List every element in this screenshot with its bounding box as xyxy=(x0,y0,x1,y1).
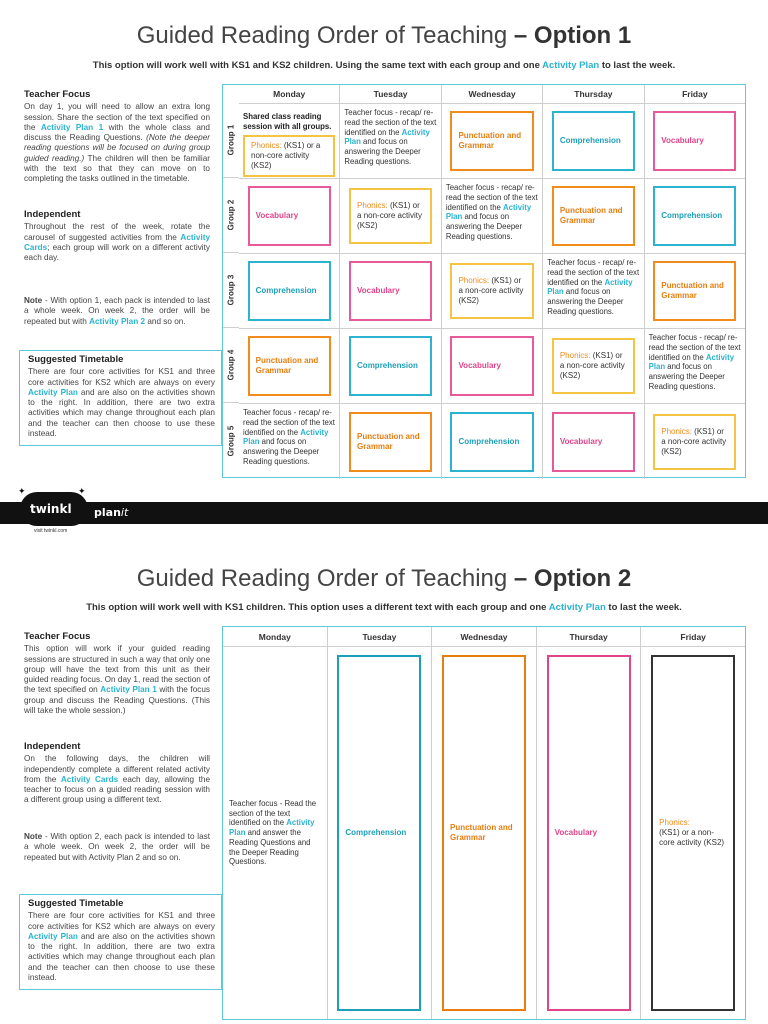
note-label: Note xyxy=(24,832,43,841)
cell-monday xyxy=(239,329,340,403)
cell-thursday xyxy=(543,254,644,328)
cell-wednesday xyxy=(442,404,543,479)
group-2-label: Group 2 xyxy=(226,199,236,231)
activity-plan-link[interactable]: Activity Plan xyxy=(28,931,78,941)
phonics-box xyxy=(243,135,335,177)
phonics-label: Phonics: xyxy=(659,818,690,827)
phonics-label: Phonics: xyxy=(559,351,591,360)
text: and focus on answering the Deeper Reading questions. xyxy=(243,437,320,466)
cell-thursday xyxy=(543,104,644,178)
cell-tuesday xyxy=(340,104,441,178)
vocabulary-box: Vocabulary xyxy=(653,111,736,171)
activity-plan-link[interactable]: Activity Plan xyxy=(28,387,78,397)
cell-thursday xyxy=(543,179,644,253)
activity-plan-link[interactable]: Activity Plan xyxy=(445,202,532,222)
option2-subtitle xyxy=(0,602,768,613)
teacher-recap xyxy=(344,108,436,167)
star-icon: ✦ xyxy=(18,486,26,496)
phonics-box xyxy=(653,414,736,470)
timetable-heading: Suggested Timetable xyxy=(28,898,124,909)
cell-monday xyxy=(239,254,340,328)
cell-monday xyxy=(239,404,340,479)
title-dash: – xyxy=(507,565,534,592)
phonics-text: (KS1) or a non-core activity (KS2) xyxy=(357,201,422,230)
day-header-row xyxy=(223,627,745,647)
option1-title xyxy=(0,22,768,50)
activity-plan-link[interactable]: Activity Plan xyxy=(648,352,735,372)
phonics-text: (KS1) or a non-core activity (KS2) xyxy=(559,351,625,380)
text: Teacher focus - recap/ re-read the section of the text identified on the xyxy=(243,408,335,437)
cell-tuesday xyxy=(340,254,441,328)
col-wednesday xyxy=(432,647,537,1019)
cell-wednesday xyxy=(442,104,543,178)
phonics-label: Phonics: xyxy=(661,426,692,436)
activity-plan-link[interactable]: Activity Plan xyxy=(547,277,633,297)
title-option: Option 2 xyxy=(533,565,632,592)
cell-friday xyxy=(645,404,745,479)
activity-plan-link[interactable]: Activity Plan xyxy=(243,427,329,447)
group-5-label: Group 5 xyxy=(226,425,236,456)
punctuation-box: Punctuation and Grammar xyxy=(552,186,635,246)
day-friday: Friday xyxy=(680,632,706,642)
teacher-recap xyxy=(547,258,639,317)
punctuation-box: Punctuation and Grammar xyxy=(653,261,736,321)
phonics-text: (KS1) or a non-core activity (KS2) xyxy=(458,276,524,305)
group-label xyxy=(223,178,239,253)
day-wednesday: Wednesday xyxy=(442,85,543,103)
twinkl-logo[interactable] xyxy=(18,486,90,534)
group-label xyxy=(223,253,239,328)
day-thursday: Thursday xyxy=(537,627,642,646)
cell-tuesday xyxy=(340,179,441,253)
title-main: Guided Reading Order of Teaching xyxy=(136,22,508,49)
vocabulary-box: Vocabulary xyxy=(547,655,631,1011)
group-label xyxy=(223,328,239,403)
text: Teacher focus - recap/ re-read the section of the text identified on the xyxy=(445,183,538,212)
teacher-recap xyxy=(446,183,538,242)
text: with the whole class and discuss the Reading Questions. xyxy=(24,122,210,143)
text: and focus on answering the Deeper Reading questions. xyxy=(344,137,421,166)
option1-teacher-focus xyxy=(24,90,210,185)
vocabulary-box: Vocabulary xyxy=(248,186,331,246)
day-tuesday: Tuesday xyxy=(328,627,433,646)
group-labels xyxy=(223,103,239,477)
day-monday: Monday xyxy=(239,85,340,103)
day-monday: Monday xyxy=(223,627,328,646)
text: and so on. xyxy=(145,316,186,326)
activity-cards-link[interactable]: Activity Cards xyxy=(60,774,119,784)
option2-independent xyxy=(24,742,210,806)
teacher-focus-heading: Teacher Focus xyxy=(24,631,91,642)
teacher-focus-text xyxy=(24,102,210,184)
group-1-row xyxy=(239,104,745,179)
activity-plan-link[interactable]: Activity Plan xyxy=(542,60,600,71)
cell-friday xyxy=(645,329,745,403)
cell-thursday xyxy=(543,404,644,479)
text: Throughout the rest of the week, rotate the carousel of suggested activities from the xyxy=(24,222,210,242)
group-label xyxy=(223,103,239,178)
punctuation-box: Punctuation and Grammar xyxy=(442,655,526,1011)
col-tuesday xyxy=(328,647,433,1019)
comprehension-box: Comprehension xyxy=(337,655,421,1011)
subtitle-text: This option will work well with KS1 children. This option uses a different text with each group and one xyxy=(86,602,549,613)
phonics-text: (KS1) or a non-core activity (KS2) xyxy=(661,426,727,456)
col-thursday xyxy=(537,647,642,1019)
cell-friday xyxy=(645,254,745,328)
text: Teacher focus - recap/ re-read the section of the text identified on the xyxy=(344,108,437,137)
subtitle-text: This option will work well with KS1 and KS2 children. Using the same text with each group and one xyxy=(92,60,543,71)
day-thursday: Thursday xyxy=(543,85,644,103)
comprehension-box: Comprehension xyxy=(653,186,736,246)
phonics-box xyxy=(349,188,432,244)
comprehension-box: Comprehension xyxy=(248,261,331,321)
phonics-text: (KS1) or a non-core activity (KS2) xyxy=(251,141,321,170)
option1-suggested-timetable xyxy=(19,350,222,446)
punctuation-box: Punctuation and Grammar xyxy=(450,111,533,171)
title-option: Option 1 xyxy=(533,22,632,49)
group-2-row xyxy=(239,179,745,254)
group-5-row xyxy=(239,404,745,479)
text: Teacher focus - recap/ re-read the section of the text identified on the xyxy=(547,258,640,287)
shared-session: Shared class reading session with all groups. xyxy=(243,112,332,131)
text: The children will then be familiar with the text so that they can move on to completing the tasks outlined in the timetable. xyxy=(24,153,210,184)
star-icon: ✦ xyxy=(78,486,86,496)
subtitle-text-end: to last the week. xyxy=(599,60,676,71)
day-wednesday: Wednesday xyxy=(432,627,537,646)
cell-friday xyxy=(645,179,745,253)
independent-heading: Independent xyxy=(24,209,81,220)
text: and focus on answering the Deeper Reading questions. xyxy=(648,362,725,391)
text: and answer the Reading Questions and the Deeper Reading Questions. xyxy=(229,828,311,867)
vocabulary-box: Vocabulary xyxy=(450,336,533,396)
independent-heading: Independent xyxy=(24,741,81,752)
cell-tuesday xyxy=(340,404,441,479)
option2-timetable-grid xyxy=(222,626,746,1020)
timetable-body xyxy=(223,647,745,1019)
option1-note xyxy=(24,296,210,327)
option1-timetable-grid xyxy=(222,84,746,478)
comprehension-box: Comprehension xyxy=(450,412,533,472)
note-italic: (Note the deeper reading questions will be focused on during group guided reading.) xyxy=(24,133,210,163)
note-label: Note xyxy=(24,296,43,305)
logo-text: twinkl xyxy=(30,502,72,516)
subtitle-text-end: to last the week. xyxy=(605,602,682,613)
teacher-recap xyxy=(243,408,335,467)
teacher-recap xyxy=(649,333,741,392)
vocabulary-box: Vocabulary xyxy=(552,412,635,472)
activity-plan-1-link[interactable]: Activity Plan 1 xyxy=(40,122,104,132)
phonics-label: Phonics: xyxy=(251,141,282,150)
option2-suggested-timetable xyxy=(19,894,222,990)
text: and focus on answering the Deeper Reading questions. xyxy=(547,287,624,316)
phonics-label: Phonics: xyxy=(357,201,388,210)
cell-thursday xyxy=(543,329,644,403)
text: - With option 2, each pack is intended to last a whole week. On week 2, the order will be repeated but with Activity Plan 2 and so on. xyxy=(24,832,210,862)
text: There are four core activities for KS1 and three core activities for KS2 which are always on every xyxy=(28,911,215,931)
cell-wednesday xyxy=(442,329,543,403)
independent-text xyxy=(24,222,210,263)
phonics-box xyxy=(651,655,735,1011)
comprehension-box: Comprehension xyxy=(552,111,635,171)
cell-monday xyxy=(239,104,340,178)
cell-tuesday xyxy=(340,329,441,403)
text: On day 1, you will need to allow an extra long session. Share the section of the text specified on the xyxy=(24,102,210,132)
group-1-label: Group 1 xyxy=(226,124,236,156)
col-friday xyxy=(641,647,745,1019)
activity-plan-link[interactable]: Activity Plan xyxy=(344,127,430,147)
timetable-heading: Suggested Timetable xyxy=(28,354,124,365)
phonics-box xyxy=(552,338,635,394)
activity-cards-link[interactable]: Activity Cards xyxy=(24,232,210,252)
text: ; each group will work on a different activity each day. xyxy=(24,242,210,263)
cell-wednesday xyxy=(442,179,543,253)
text: There are four core activities for KS1 and three core activities for KS2 which are always on every xyxy=(28,367,215,387)
group-3-label: Group 3 xyxy=(226,274,236,306)
text: and focus on answering the Deeper Reading questions. xyxy=(445,212,523,241)
option1-independent xyxy=(24,210,210,263)
text: - With option 1, each pack is intended to last a whole week. On week 2, the order will be repeated but with xyxy=(24,296,210,326)
activity-plan-1-link[interactable]: Activity Plan 1 xyxy=(100,685,157,695)
logo-url: visit twinkl.com xyxy=(34,528,68,534)
text: Teacher focus - recap/ re-read the section of the text identified on the xyxy=(648,333,741,362)
col-monday xyxy=(223,647,328,1019)
phonics-box xyxy=(450,263,533,319)
teacher-focus-heading: Teacher Focus xyxy=(24,89,91,100)
group-3-row xyxy=(239,254,745,329)
text: On the following days, the children will independently complete a different related activity from the xyxy=(24,754,210,784)
planit-italic: it xyxy=(120,506,129,519)
title-main: Guided Reading Order of Teaching xyxy=(136,565,508,592)
activity-plan-2-link[interactable]: Activity Plan 2 xyxy=(89,316,146,326)
text: with the focus group and discuss the Reading Questions. (This will take the whole session.) xyxy=(24,685,210,716)
teacher-focus-cell xyxy=(229,799,321,868)
phonics-text: (KS1) or a non-core activity (KS2) xyxy=(659,828,725,847)
title-dash: – xyxy=(507,22,534,49)
text: This option will work if your guided reading sessions are structured in such a way that only one group will have the text from this unit as their guided reading focus. On day 1, read the section of the text specified on xyxy=(24,644,210,695)
text: each day, allowing the teacher to focus on a guided reading session with a different group using a different text. xyxy=(24,774,211,805)
planit-text: plan xyxy=(94,506,121,519)
day-friday: Friday xyxy=(682,89,708,99)
cell-wednesday xyxy=(442,254,543,328)
group-label xyxy=(223,403,239,478)
text: and are also on the activities shown to the right. In addition, there are two extra activities which may change throughout each plan and the teacher can then choose to use these instead. xyxy=(28,931,215,983)
group-4-label: Group 4 xyxy=(226,349,236,381)
text: and are also on the activities shown to the right. In addition, there are two extra activities which may change throughout each plan and the teacher can then choose to use these instead. xyxy=(28,387,215,439)
option2-title xyxy=(0,565,768,593)
option2-teacher-focus xyxy=(24,632,210,716)
planit-logo xyxy=(94,506,128,519)
cell-monday xyxy=(239,179,340,253)
comprehension-box: Comprehension xyxy=(349,336,432,396)
phonics-label: Phonics: xyxy=(458,276,490,285)
day-header-row xyxy=(239,85,745,103)
day-tuesday: Tuesday xyxy=(340,85,441,103)
timetable-body xyxy=(239,103,745,477)
punctuation-box: Punctuation and Grammar xyxy=(248,336,331,396)
text: Teacher focus - Read the section of the text identified on the xyxy=(229,798,317,828)
activity-plan-link[interactable]: Activity Plan xyxy=(229,818,315,838)
vocabulary-box: Vocabulary xyxy=(349,261,432,321)
option1-subtitle xyxy=(0,60,768,71)
punctuation-box: Punctuation and Grammar xyxy=(349,412,432,472)
cell-friday xyxy=(645,104,745,178)
activity-plan-link[interactable]: Activity Plan xyxy=(548,602,606,613)
option2-note xyxy=(24,832,210,863)
group-4-row xyxy=(239,329,745,404)
